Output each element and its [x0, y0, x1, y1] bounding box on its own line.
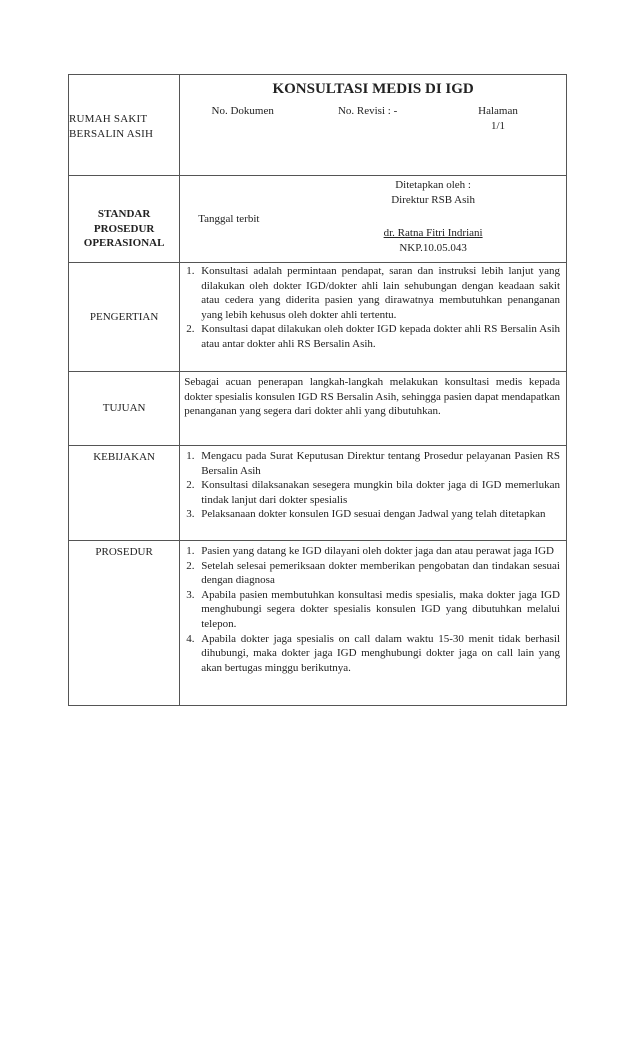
kebijakan-label: KEBIJAKAN — [69, 446, 180, 541]
list-item-number: 3. — [186, 588, 195, 601]
signature-block — [300, 176, 566, 262]
list-item-number: 2. — [186, 323, 195, 336]
list-item — [184, 544, 560, 559]
signer-nkp: NKP.10.05.043 — [399, 241, 467, 254]
halaman-label: Halaman — [478, 105, 518, 117]
list-item — [184, 478, 560, 507]
no-dokumen-label: No. Dokumen — [211, 105, 274, 117]
list-item-text: Setelah selesai pemeriksaan dokter memberikan pengobatan dan tindakan sesuai dengan diagnosa — [201, 559, 560, 587]
prosedur-list — [184, 544, 560, 675]
list-item — [184, 588, 560, 632]
spo-info-cell — [180, 176, 567, 263]
list-item-text: Pasien yang datang ke IGD dilayani oleh dokter jaga dan atau perawat jaga IGD — [201, 545, 555, 557]
hospital-name-cell — [69, 75, 180, 176]
list-item-text: Pelaksanaan dokter konsulen IGD sesuai dengan Jadwal yang telah ditetapkan — [201, 508, 546, 521]
list-item-text: Konsultasi dapat dilakukan oleh dokter IGD kepada dokter ahli RS Bersalin Asih atau antar dokter ahli RS Bersalin Asih. — [201, 323, 560, 350]
document-title: KONSULTASI MEDIS DI IGD — [272, 81, 474, 97]
header-info-cell — [180, 75, 567, 176]
halaman-block — [430, 104, 566, 133]
tujuan-row — [69, 372, 567, 446]
prosedur-content — [180, 541, 567, 706]
kebijakan-list — [184, 449, 560, 522]
list-item-number: 3. — [186, 508, 195, 521]
tujuan-text: Sebagai acuan penerapan langkah-langkah melakukan konsultasi medis kepada dokter spesialis konsulen IGD RS Bersalin Asih, sehingga pasien dapat mendapatkan penanganan yang segera dari dokter ahli yang dibutuhkan. — [184, 376, 560, 418]
list-item-text: Apabila dokter jaga spesialis on call dalam waktu 15-30 menit tidak berhasil dihubungi, maka dokter jaga IGD menghubungi dokter jaga on call lain yang akan bertugas minggu berikutnya. — [201, 632, 560, 674]
spo-row — [69, 176, 567, 263]
pengertian-list — [184, 264, 560, 352]
list-item-text: Konsultasi dilaksanakan sesegera mungkin bila dokter jaga di IGD memerlukan tindak lanjut dari dokter spesialis — [201, 479, 560, 506]
list-item-number: 2. — [186, 479, 195, 492]
list-item-number: 1. — [186, 450, 195, 462]
ditetapkan-oleh-label: Ditetapkan oleh : — [395, 179, 471, 191]
tanggal-terbit-label: Tanggal terbit — [198, 213, 260, 225]
list-item-number: 1. — [186, 265, 195, 277]
sop-document-table — [68, 74, 567, 706]
list-item — [184, 322, 560, 351]
list-item — [184, 632, 560, 676]
list-item-text: Mengacu pada Surat Keputusan Direktur tentang Prosedur pelayanan Pasien RS Bersalin Asih — [201, 450, 560, 477]
list-item — [184, 264, 560, 322]
list-item-number: 2. — [186, 559, 195, 572]
list-item — [184, 559, 560, 588]
kebijakan-content — [180, 446, 567, 541]
hospital-name-line2: BERSALIN ASIH — [69, 128, 154, 140]
no-revisi-label: No. Revisi : - — [337, 105, 398, 117]
spo-label-line1: STANDAR — [97, 208, 151, 221]
tujuan-label: TUJUAN — [69, 372, 180, 446]
hospital-name-line1: RUMAH SAKIT — [69, 113, 148, 126]
pengertian-label: PENGERTIAN — [69, 263, 180, 372]
spo-label-cell — [69, 176, 180, 263]
pengertian-row — [69, 263, 567, 372]
tujuan-content — [180, 372, 567, 446]
pengertian-content — [180, 263, 567, 372]
list-item-number: 4. — [186, 632, 195, 645]
list-item-number: 1. — [186, 545, 195, 557]
spo-label-line3: OPERASIONAL — [83, 237, 165, 250]
list-item — [184, 449, 560, 478]
kebijakan-row — [69, 446, 567, 541]
list-item-text: Konsultasi adalah permintaan pendapat, saran dan instruksi lebih lanjut yang dilakukan oleh dokter IGD/dokter ahli lain sehubungan dengan keadaan sakit atau cedera yang diderita pasien yang dirawatnya membutuhkan penanganan yang lebih kehusus oleh dokter ahli tertentu. — [201, 265, 560, 321]
header-row — [69, 75, 567, 176]
signer-name: dr. Ratna Fitri Indriani — [383, 227, 483, 240]
halaman-value: 1/1 — [490, 119, 506, 132]
prosedur-label: PROSEDUR — [69, 541, 180, 706]
spo-label-line2: PROSEDUR — [93, 222, 155, 235]
document-meta-row — [180, 104, 566, 133]
direktur-label: Direktur RSB Asih — [391, 193, 475, 206]
list-item-text: Apabila pasien membutuhkan konsultasi medis spesialis, maka dokter jaga IGD menghubungi segera dokter spesialis konsulen IGD yang dibutuhkan melalui telepon. — [201, 588, 560, 630]
prosedur-row — [69, 541, 567, 706]
list-item — [184, 507, 560, 522]
